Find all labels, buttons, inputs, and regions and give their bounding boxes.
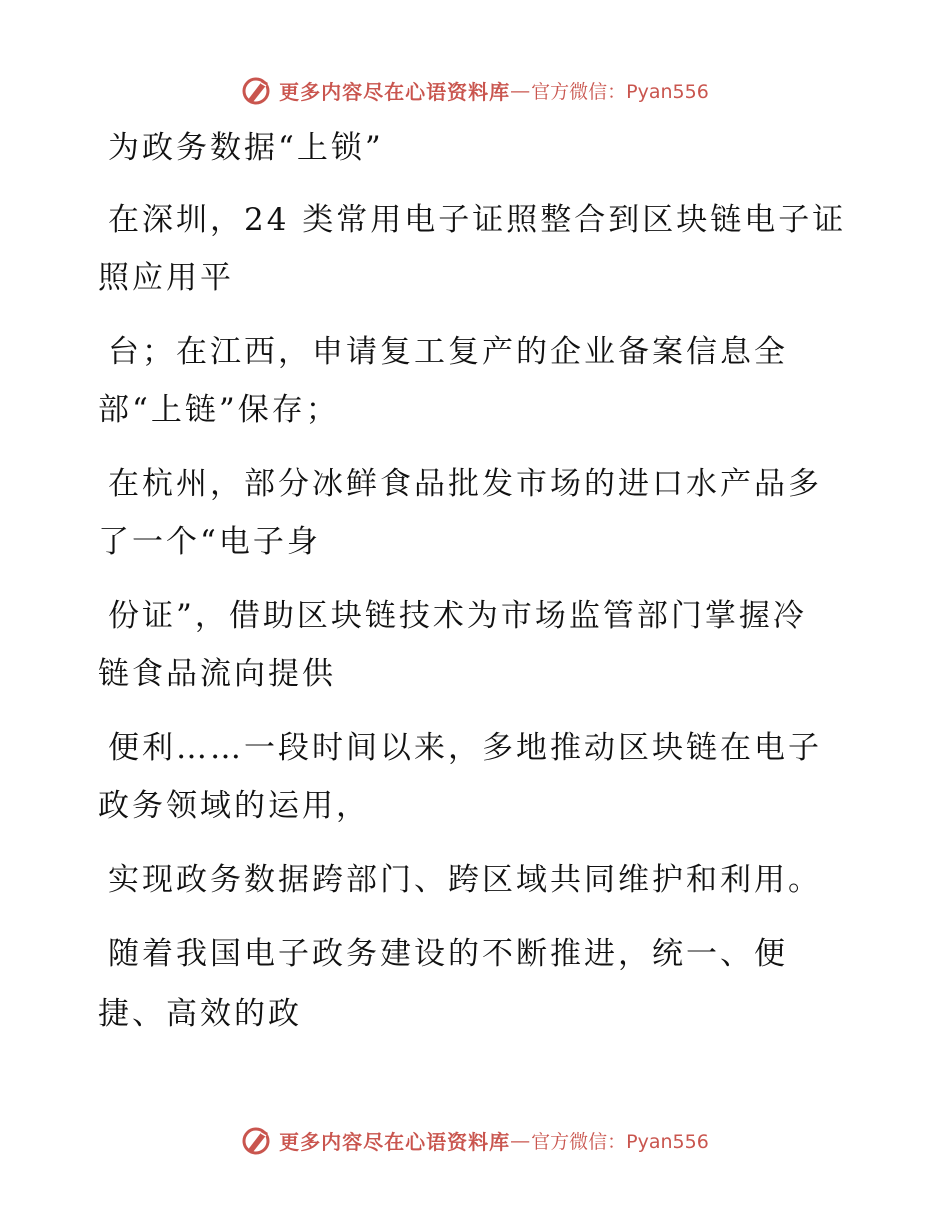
text-line-7: 了一个“电子身: [98, 524, 321, 560]
text-line-11: 政务领域的运用，: [98, 788, 370, 824]
text-line-12: 实现政务数据跨部门、跨区域共同维护和利用。: [108, 862, 822, 898]
header-contact: 官方微信：Pyan556: [531, 80, 709, 103]
text-line-6: 在杭州，部分冰鲜食品批发市场的进口水产品多: [108, 466, 822, 502]
text-line-13: 随着我国电子政务建设的不断推进，统一、便: [108, 936, 788, 972]
text-line-8: 份证”，借助区块链技术为市场监管部门掌握冷: [108, 598, 807, 634]
footer-separator: —: [510, 1128, 532, 1152]
text-line-9: 链食品流向提供: [98, 656, 336, 692]
header-separator: —: [510, 78, 532, 102]
text-line-5: 部“上链”保存；: [98, 392, 340, 428]
footer-watermark: [0, 1120, 950, 1160]
header-banner-text: 更多内容尽在心语资料库: [279, 79, 511, 104]
text-line-4: 台；在江西，申请复工复产的企业备案信息全: [108, 334, 788, 370]
quill-pen-logo-icon: [241, 1124, 273, 1156]
quill-pen-logo-icon: [241, 74, 273, 106]
text-line-3: 照应用平: [98, 260, 234, 296]
text-line-2: 在深圳，24 类常用电子证照整合到区块链电子证: [108, 202, 847, 238]
footer-contact: 官方微信：Pyan556: [531, 1130, 709, 1153]
footer-banner-text: 更多内容尽在心语资料库: [279, 1129, 511, 1154]
header-watermark: [0, 70, 950, 110]
text-line-1: 为政务数据“上锁”: [108, 130, 384, 166]
text-line-14: 捷、高效的政: [98, 996, 302, 1032]
text-line-10: 便利……一段时间以来，多地推动区块链在电子: [108, 730, 822, 766]
